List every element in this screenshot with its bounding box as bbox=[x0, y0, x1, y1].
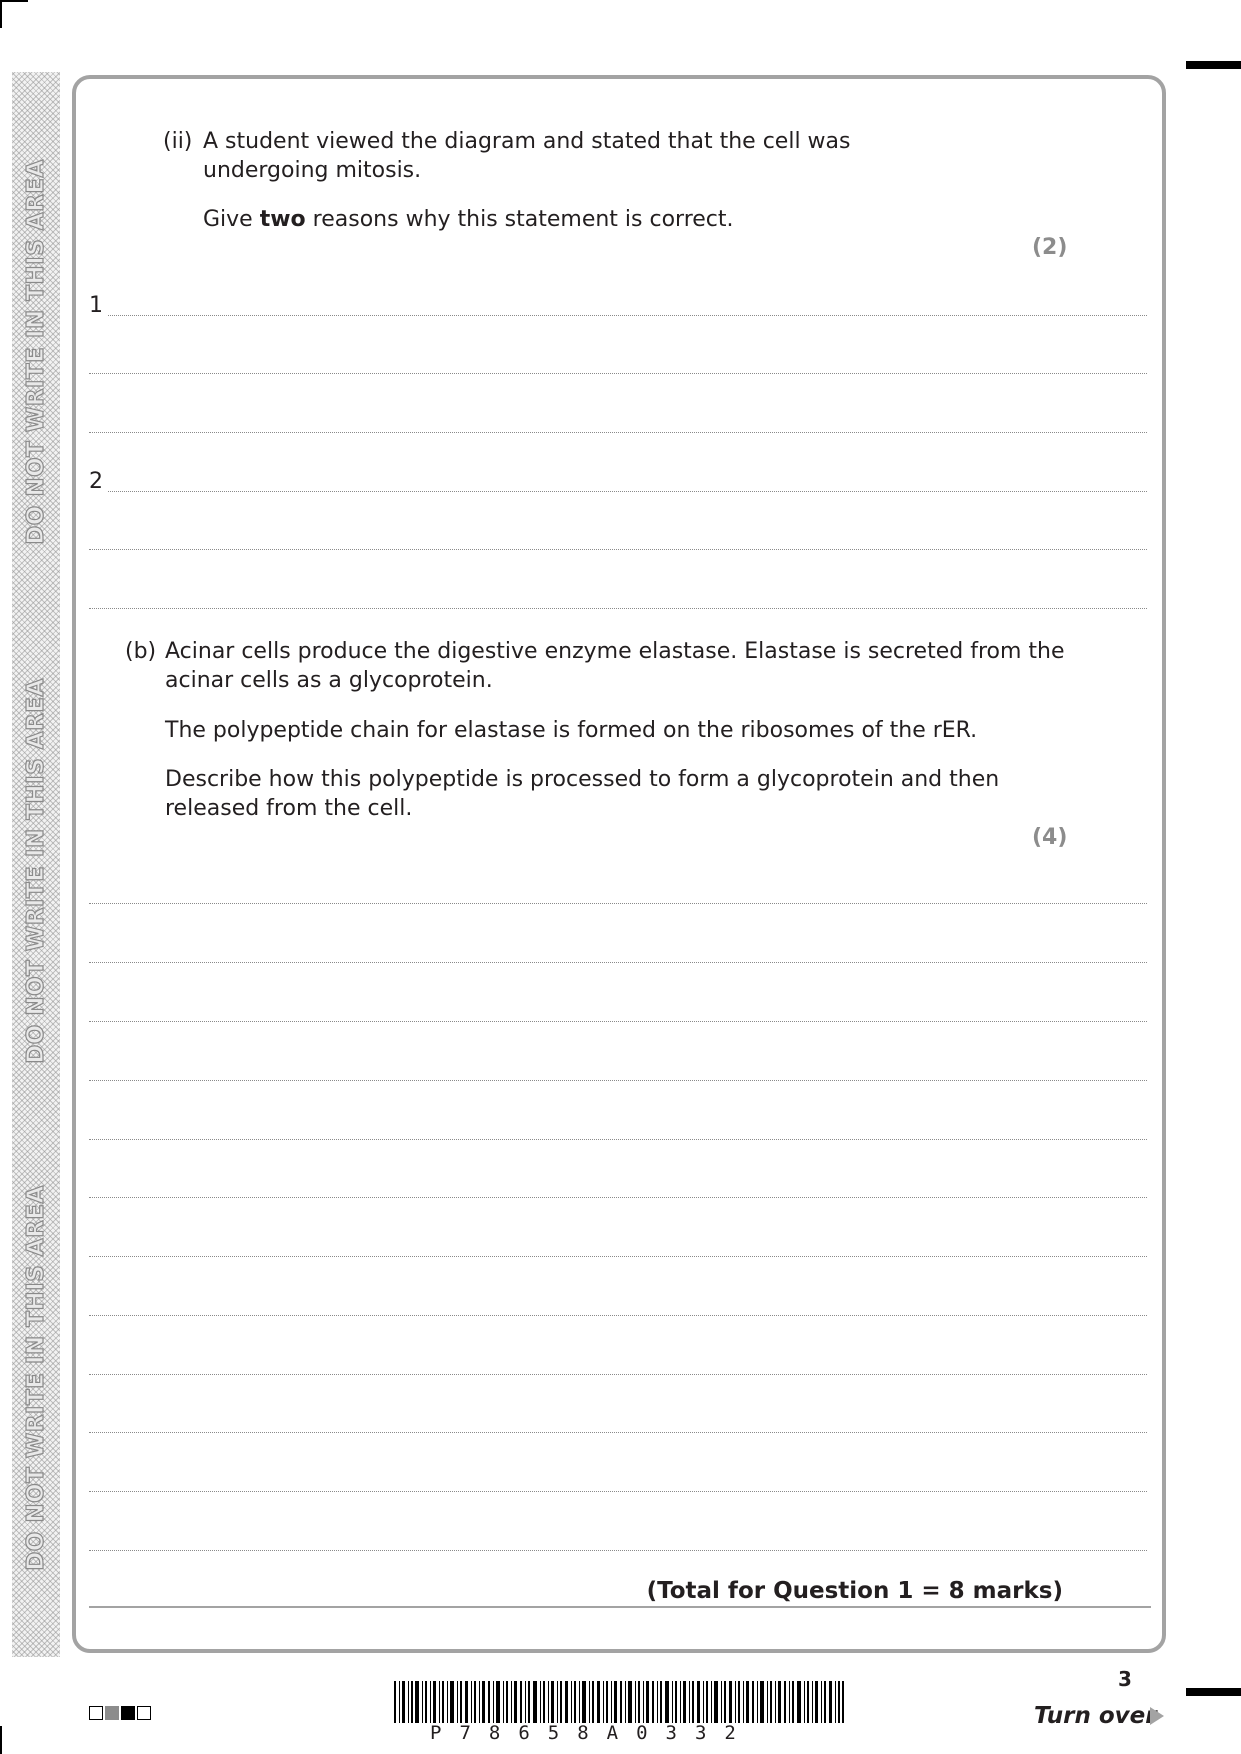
part-b-text-line4: Describe how this polypeptide is processed to form a glycoprotein and then bbox=[165, 767, 1000, 792]
part-b-text-line1: Acinar cells produce the digestive enzyme elastase. Elastase is secreted from the bbox=[165, 639, 1065, 664]
page-number: 3 bbox=[1118, 1667, 1132, 1691]
indicator-box-grey bbox=[105, 1706, 119, 1720]
answer-line[interactable] bbox=[89, 1021, 1147, 1022]
part-ii-text-line2: undergoing mitosis. bbox=[203, 158, 422, 183]
answer-line[interactable] bbox=[89, 903, 1147, 904]
part-b-text-line5: released from the cell. bbox=[165, 796, 413, 821]
answer-line[interactable] bbox=[89, 1491, 1147, 1492]
turn-over-arrow-icon bbox=[1150, 1707, 1164, 1725]
part-b-text-line2: acinar cells as a glycoprotein. bbox=[165, 668, 493, 693]
part-ii-marks: (2) bbox=[1032, 235, 1068, 260]
answer-number-2: 2 bbox=[89, 469, 103, 494]
part-b-marks: (4) bbox=[1032, 825, 1068, 850]
answer-line[interactable] bbox=[89, 1139, 1147, 1140]
page-indicator-boxes bbox=[89, 1706, 153, 1720]
answer-line[interactable] bbox=[89, 1197, 1147, 1198]
answer-line[interactable] bbox=[89, 432, 1147, 433]
barcode bbox=[394, 1681, 844, 1723]
crop-mark-vertical bbox=[0, 0, 2, 28]
turn-over-label: Turn over bbox=[1034, 1703, 1157, 1729]
answer-line[interactable] bbox=[89, 1550, 1147, 1551]
total-rule bbox=[89, 1606, 1151, 1608]
crop-mark-right-top bbox=[1186, 61, 1241, 69]
part-ii-label: (ii) bbox=[163, 129, 193, 154]
answer-line[interactable] bbox=[89, 1256, 1147, 1257]
answer-line[interactable] bbox=[89, 608, 1147, 609]
part-b-label: (b) bbox=[125, 639, 157, 664]
crop-mark-vertical-bottom bbox=[0, 1726, 2, 1754]
answer-line[interactable] bbox=[89, 373, 1147, 374]
part-ii-instruction: Give two reasons why this statement is correct. bbox=[203, 207, 734, 232]
answer-number-1: 1 bbox=[89, 293, 103, 318]
answer-line[interactable] bbox=[89, 1315, 1147, 1316]
crop-mark-right-bottom bbox=[1186, 1688, 1241, 1696]
question-total: (Total for Question 1 = 8 marks) bbox=[646, 1578, 1063, 1604]
part-b-text-line3: The polypeptide chain for elastase is formed on the ribosomes of the rER. bbox=[165, 718, 978, 743]
crop-mark-horizontal bbox=[0, 0, 28, 2]
answer-line[interactable] bbox=[89, 549, 1147, 550]
answer-line[interactable] bbox=[108, 315, 1147, 316]
answer-frame bbox=[72, 75, 1166, 1653]
part-ii-text-line1: A student viewed the diagram and stated that the cell was bbox=[203, 129, 851, 154]
answer-line[interactable] bbox=[89, 962, 1147, 963]
indicator-box-empty bbox=[89, 1706, 103, 1720]
barcode-text: P78658A0332 bbox=[430, 1722, 754, 1744]
indicator-box-black bbox=[121, 1706, 135, 1720]
indicator-box-empty bbox=[137, 1706, 151, 1720]
answer-line[interactable] bbox=[108, 491, 1147, 492]
answer-line[interactable] bbox=[89, 1432, 1147, 1433]
answer-line[interactable] bbox=[89, 1080, 1147, 1081]
answer-line[interactable] bbox=[89, 1374, 1147, 1375]
